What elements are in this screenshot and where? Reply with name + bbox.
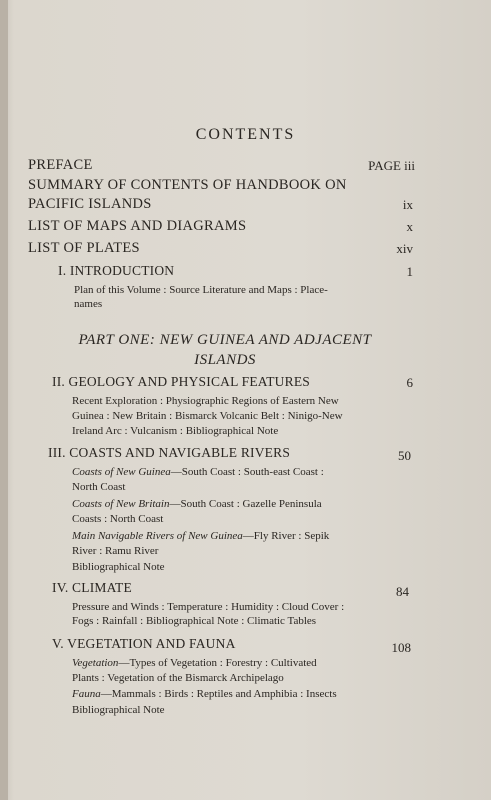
chapter-desc-introduction-cont: names bbox=[74, 298, 103, 310]
bibliographical-note: Bibliographical Note bbox=[72, 704, 165, 716]
part-heading bbox=[30, 330, 420, 370]
toc-entry-preface: PREFACE bbox=[28, 157, 93, 173]
toc-entry-plates: LIST OF PLATES bbox=[28, 240, 140, 256]
toc-entry-maps: LIST OF MAPS AND DIAGRAMS bbox=[28, 218, 247, 234]
chapter-page-climate: 84 bbox=[396, 584, 409, 599]
chapter-page-introduction: 1 bbox=[406, 264, 413, 279]
chapter-heading-geology: II. GEOLOGY AND PHYSICAL FEATURES bbox=[52, 374, 310, 389]
section-topics: —Mammals : Birds : Reptiles and Amphibia : Insects bbox=[100, 688, 337, 700]
chapter-desc-line: Recent Exploration : Physiographic Regions of Eastern New bbox=[72, 395, 339, 407]
section-title: Coasts of New Britain bbox=[72, 498, 170, 510]
chapter-heading-climate: IV. CLIMATE bbox=[52, 580, 132, 595]
section-topics-cont: North Coast bbox=[72, 481, 126, 493]
chapter-heading-vegetation: V. VEGETATION AND FAUNA bbox=[52, 636, 236, 651]
section-fauna bbox=[72, 687, 337, 702]
section-navigable-rivers bbox=[72, 529, 329, 544]
toc-page-maps: x bbox=[406, 219, 413, 234]
chapter-page-geology: 6 bbox=[406, 375, 413, 390]
section-topics: —Types of Vegetation : Forestry : Cultivated bbox=[118, 657, 317, 669]
section-vegetation bbox=[72, 656, 317, 671]
part-heading-line1: PART ONE: NEW GUINEA AND ADJACENT bbox=[78, 332, 372, 348]
toc-entry-summary: SUMMARY OF CONTENTS OF HANDBOOK ON bbox=[28, 177, 347, 193]
toc-entry-summary-cont: PACIFIC ISLANDS bbox=[28, 196, 152, 212]
chapter-desc-introduction: Plan of this Volume : Source Literature and Maps : Place- bbox=[74, 284, 328, 296]
section-title: Coasts of New Guinea bbox=[72, 466, 171, 478]
chapter-desc-line: Pressure and Winds : Temperature : Humidity : Cloud Cover : bbox=[72, 601, 345, 613]
chapter-heading-coasts: III. COASTS AND NAVIGABLE RIVERS bbox=[48, 445, 291, 460]
section-coasts-new-britain bbox=[72, 497, 322, 512]
part-heading-line2: ISLANDS bbox=[194, 352, 256, 368]
toc-page-preface: PAGE iii bbox=[368, 158, 415, 173]
chapter-page-vegetation: 108 bbox=[391, 640, 411, 655]
chapter-desc-line: Ireland Arc : Vulcanism : Bibliographical Note bbox=[72, 425, 279, 437]
section-topics: —South Coast : South-east Coast : bbox=[170, 466, 324, 478]
section-topics: —South Coast : Gazelle Peninsula bbox=[169, 498, 322, 510]
section-topics-cont: Coasts : North Coast bbox=[72, 513, 164, 525]
chapter-desc-line: Guinea : New Britain : Bismarck Volcanic Belt : Ninigo-New bbox=[72, 410, 343, 422]
bibliographical-note: Bibliographical Note bbox=[72, 561, 165, 573]
section-title: Vegetation bbox=[72, 657, 119, 669]
section-topics-cont: River : Ramu River bbox=[72, 545, 159, 557]
section-topics: —Fly River : Sepik bbox=[242, 530, 330, 542]
section-title: Fauna bbox=[72, 688, 101, 700]
toc-page-plates: xiv bbox=[396, 241, 413, 256]
section-topics-cont: Plants : Vegetation of the Bismarck Archipelago bbox=[72, 672, 284, 684]
section-title: Main Navigable Rivers of New Guinea bbox=[72, 530, 243, 542]
page-title: CONTENTS bbox=[195, 126, 296, 143]
section-coasts-new-guinea bbox=[72, 465, 324, 480]
chapter-page-coasts: 50 bbox=[398, 448, 411, 463]
book-spine-shadow bbox=[0, 0, 8, 800]
chapter-heading-introduction: I. INTRODUCTION bbox=[58, 263, 175, 278]
toc-page-summary: ix bbox=[402, 197, 413, 212]
chapter-desc-line: Fogs : Rainfall : Bibliographical Note : Climatic Tables bbox=[72, 615, 317, 627]
